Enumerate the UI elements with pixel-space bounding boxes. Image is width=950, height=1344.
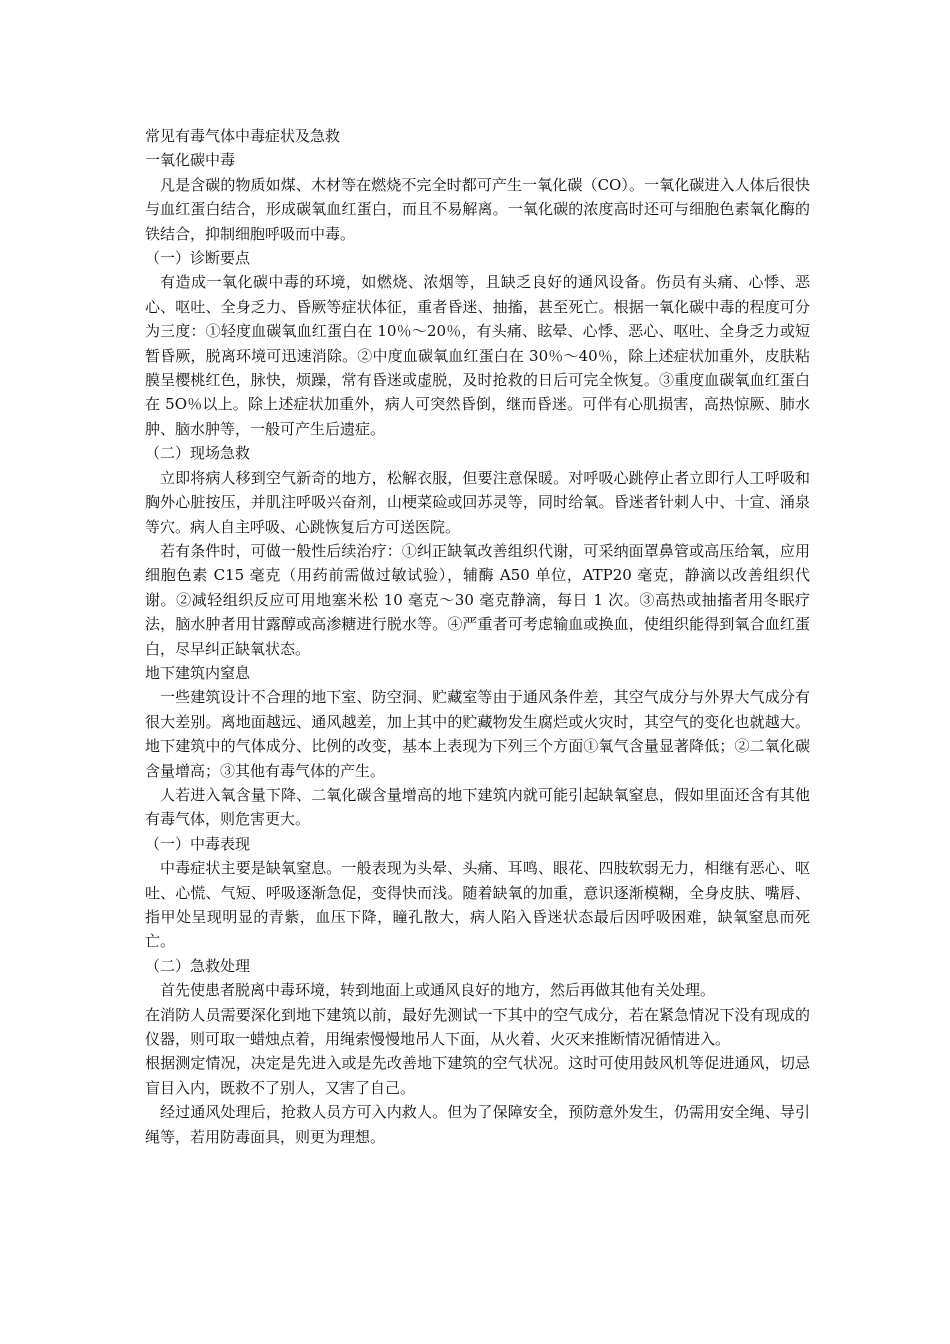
paragraph-symptoms: 中毒症状主要是缺氧窒息。一般表现为头晕、头痛、耳鸣、眼花、四肢软弱无力，相继有恶心、呕吐、心慌、气短、呼吸逐渐急促，变得快而浅。随着缺氧的加重，意识逐渐模糊，全身皮肤、嘴唇、指甲处呈现明显的青紫，血压下降，瞳孔散大，病人陷入昏迷状态最后因呼吸困难，缺氧窒息而死亡。 — [145, 859, 810, 951]
paragraph-followup-treatment: 若有条件时，可做一般性后续治疗：①纠正缺氧改善组织代谢，可采纳面罩鼻管或高压给氧，应用细胞色素 C15 毫克（用药前需做过敏试验），辅酶 A50 单位，ATP20 毫克，静滴以改善组织代谢。②减轻组织反应可用地塞米松 10 毫克～30 毫克静滴，每日 1 次。③高热或抽搐者用冬眠疗法，脑水肿者用甘露醇或高渗糖进行脱水等。④严重者可考虑输血或换血，使组织能得到氧合血红蛋白，尽早纠正缺氧状态。 — [145, 541, 810, 658]
subheading-symptoms: （一）中毒表现 — [145, 834, 251, 853]
subheading-emergency-handling: （二）急救处理 — [145, 956, 251, 975]
document-title: 常见有毒气体中毒症状及急救 — [145, 127, 341, 145]
paragraph-underground-intro: 一些建筑设计不合理的地下室、防空洞、贮藏室等由于通风条件差，其空气成分与外界大气成分有很大差别。离地面越远、通风越差，加上其中的贮藏物发生腐烂或火灾时，其空气的变化也就越大。地下建筑中的气体成分、比例的改变，基本上表现为下列三个方面①氧气含量显著降低；②二氧化碳含量增高；③其他有毒气体的产生。 — [145, 688, 810, 780]
paragraph-co-intro: 凡是含碳的物质如煤、木材等在燃烧不完全时都可产生一氧化碳（CO）。一氧化碳进入人体后很快与血红蛋白结合，形成碳氧血红蛋白，而且不易解离。一氧化碳的浓度高时还可与细胞色素氧化酶的铁结合，抑制细胞呼吸而中毒。 — [145, 175, 810, 243]
section-heading-underground: 地下建筑内窒息 — [145, 663, 251, 682]
paragraph-emergency-4: 经过通风处理后，抢救人员方可入内救人。但为了保障安全，预防意外发生，仍需用安全绳、导引绳等，若用防毒面具，则更为理想。 — [145, 1103, 810, 1146]
paragraph-emergency-3: 根据测定情况，决定是先进入或是先改善地下建筑的空气状况。这时可使用鼓风机等促进通风，切忌盲目入内，既救不了别人，又害了自己。 — [145, 1054, 810, 1097]
paragraph-emergency-1: 首先使患者脱离中毒环境，转到地面上或通风良好的地方，然后再做其他有关处理。 — [160, 981, 716, 1000]
subheading-onsite-rescue: （二）现场急救 — [145, 444, 251, 463]
document-body — [145, 124, 810, 1149]
paragraph-diagnosis: 有造成一氧化碳中毒的环境，如燃烧、浓烟等，且缺乏良好的通风设备。伤员有头痛、心悸、恶心、呕吐、全身乏力、昏厥等症状体征，重者昏迷、抽搐，甚至死亡。根据一氧化碳中毒的程度可分为三度：①轻度血碳氧血红蛋白在 10％～20％，有头痛、眩晕、心悸、恶心、呕吐、全身乏力或短暂昏厥，脱离环境可迅速消除。②中度血碳氧血红蛋白在 30％～40％，除上述症状加重外，皮肤粘膜呈樱桃红色，脉快，烦躁，常有昏迷或虚脱，及时抢救的日后可完全恢复。③重度血碳氧血红蛋白在 5O％以上。除上述症状加重外，病人可突然昏倒，继而昏迷。可伴有心肌损害，高热惊厥、肺水肿、脑水肿等，一般可产生后遗症。 — [145, 273, 810, 438]
subheading-diagnosis: （一）诊断要点 — [145, 249, 251, 268]
section-heading-co: 一氧化碳中毒 — [145, 151, 236, 170]
paragraph-underground-intro-2: 人若进入氧含量下降、二氧化碳含量增高的地下建筑内就可能引起缺氧窒息，假如里面还含有其他有毒气体，则危害更大。 — [145, 785, 810, 829]
paragraph-emergency-2: 在消防人员需要深化到地下建筑以前，最好先测试一下其中的空气成分，若在紧急情况下没有现成的仪器，则可取一蜡烛点着，用绳索慢慢地吊人下面，从火着、火灭来推断情况循情进入。 — [145, 1005, 810, 1049]
paragraph-onsite-rescue: 立即将病人移到空气新奇的地方，松解衣服，但要注意保暖。对呼吸心跳停止者立即行人工呼吸和胸外心脏按压，并肌注呼吸兴奋剂，山梗菜硷或回苏灵等，同时给氧。昏迷者针刺人中、十宣、涌泉等穴。病人自主呼吸、心跳恢复后方可送医院。 — [145, 468, 810, 536]
